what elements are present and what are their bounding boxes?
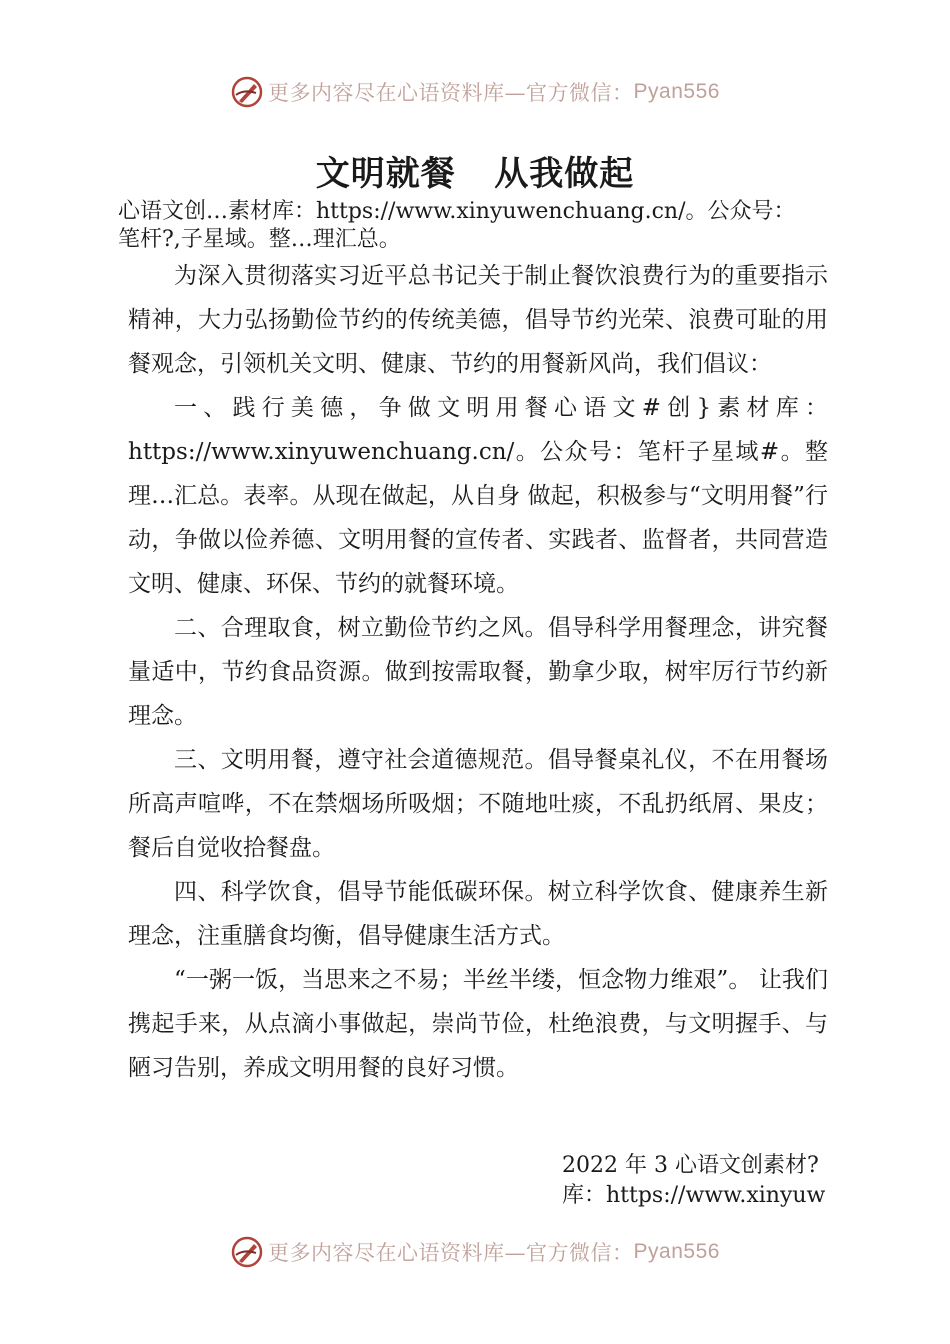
source-line-1: 心语文创…素材库：https://www.xinyuwenchuang.cn/。公众号： — [118, 199, 796, 224]
footer-watermark — [0, 1232, 950, 1272]
paragraph-intro: 为深入贯彻落实习近平总书记关于制止餐饮浪费行为的重要指示精神，大力弘扬勤俭节约的传统美德，倡导节约光荣、浪费可耻的用餐观念，引领机关文明、健康、节约的用餐新风尚，我们倡议： — [128, 263, 828, 377]
paragraph-1: 一、践行美德，争做文明用餐心语文#创}素材库：https://www.xinyuwenchuang.cn/。公众号：笔杆子星域#。整理…汇总。表率。从现在做起，从自身 做起，积极参与“文明用餐”行动，争做以俭养德、文明用餐的宣传者、实践者、监督者，共同营造文明、健康、环保、节约的就餐环境。 — [128, 395, 828, 597]
watermark-handle: Pyan556 — [633, 80, 720, 103]
document-body — [128, 254, 828, 1090]
signature-line-2: 库：https://www.xinyuw — [562, 1183, 826, 1208]
paragraph-2: 二、合理取食，树立勤俭节约之风。倡导科学用餐理念，讲究餐量适中，节约食品资源。做到按需取餐，勤拿少取，树牢厉行节约新理念。 — [128, 615, 828, 729]
paragraph-4: 四、科学饮食，倡导节能低碳环保。树立科学饮食、健康养生新理念，注重膳食均衡，倡导健康生活方式。 — [128, 879, 828, 949]
watermark-handle: Pyan556 — [633, 1240, 720, 1263]
paragraph-closing: “一粥一饭，当思来之不易；半丝半缕，恒念物力维艰”。 让我们携起手来，从点滴小事做起，崇尚节俭，杜绝浪费，与文明握手、与陋习告别，养成文明用餐的良好习惯。 — [128, 967, 828, 1081]
pen-logo-icon — [230, 1235, 264, 1269]
watermark-text: 更多内容尽在心语资料库—官方微信： — [268, 1241, 634, 1265]
pen-logo-icon — [230, 75, 264, 109]
signature-line-1: 2022 年 3 心语文创素材? — [562, 1153, 819, 1178]
page-title: 文明就餐 从我做起 — [315, 154, 635, 194]
paragraph-3: 三、文明用餐，遵守社会道德规范。倡导餐桌礼仪，不在用餐场所高声喧哗，不在禁烟场所吸烟；不随地吐痰，不乱扔纸屑、果皮；餐后自觉收拾餐盘。 — [128, 747, 828, 861]
header-watermark — [0, 72, 950, 112]
watermark-text: 更多内容尽在心语资料库—官方微信： — [268, 81, 634, 105]
source-line-2: 笔杆?,子星域。整…理汇总。 — [118, 227, 401, 252]
